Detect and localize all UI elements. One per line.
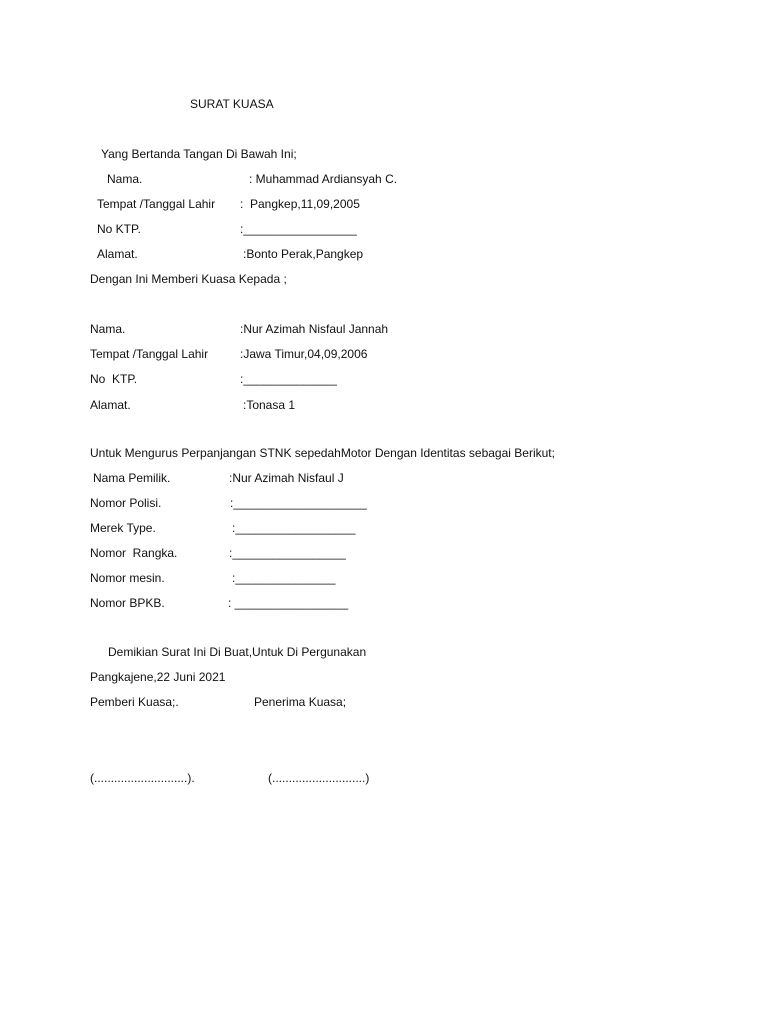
document-title: SURAT KUASA <box>190 97 274 111</box>
grantee-address-value: :Tonasa 1 <box>243 398 296 412</box>
grantor-signature-line: (............................). <box>90 771 195 785</box>
grantee-name-label: Nama. <box>90 322 126 336</box>
closing-text: Demikian Surat Ini Di Buat,Untuk Di Pergunakan <box>108 645 367 659</box>
place-date: Pangkajene,22 Juni 2021 <box>90 670 226 684</box>
grantee-ktp-row <box>0 371 768 387</box>
vehicle-plate-value: :____________________ <box>230 496 367 510</box>
transfer-line: Dengan Ini Memberi Kuasa Kepada ; <box>90 272 287 286</box>
grantor-ktp-row <box>0 221 768 237</box>
grantor-birth-row <box>0 196 768 212</box>
intro-text: Yang Bertanda Tangan Di Bawah Ini; <box>101 147 297 161</box>
vehicle-plate-label: Nomor Polisi. <box>90 496 162 510</box>
purpose-text: Untuk Mengurus Perpanjangan STNK sepedahMotor Dengan Identitas sebagai Berikut; <box>90 446 555 460</box>
vehicle-frame-value: :_________________ <box>229 546 346 560</box>
signature-labels-row <box>0 694 768 710</box>
vehicle-owner-value: :Nur Azimah Nisfaul J <box>229 471 344 485</box>
grantee-ktp-value: :______________ <box>240 372 337 386</box>
vehicle-frame-label: Nomor Rangka. <box>90 546 178 560</box>
grantor-address-value: :Bonto Perak,Pangkep <box>243 247 364 261</box>
grantee-ktp-label: No KTP. <box>90 372 138 386</box>
grantee-name-row <box>0 321 768 337</box>
signature-lines-row <box>0 770 768 786</box>
vehicle-bpkb-label: Nomor BPKB. <box>90 596 165 610</box>
vehicle-bpkb-value: : _________________ <box>228 596 349 610</box>
grantor-signature-label: Pemberi Kuasa;. <box>90 695 179 709</box>
grantor-name-value: : Muhammad Ardiansyah C. <box>249 172 398 186</box>
vehicle-bpkb-row <box>0 595 768 611</box>
vehicle-owner-label: Nama Pemilik. <box>93 471 171 485</box>
grantor-name-row <box>0 171 768 187</box>
grantor-address-label: Alamat. <box>97 247 138 261</box>
grantee-birth-row <box>0 346 768 362</box>
grantee-signature-line: (............................) <box>268 771 370 785</box>
grantee-address-label: Alamat. <box>90 398 131 412</box>
grantee-birth-value: :Jawa Timur,04,09,2006 <box>240 347 368 361</box>
grantee-signature-label: Penerima Kuasa; <box>254 695 347 709</box>
grantor-ktp-label: No KTP. <box>97 222 141 236</box>
grantor-birth-value: : Pangkep,11,09,2005 <box>240 197 360 211</box>
vehicle-engine-row <box>0 570 768 586</box>
vehicle-engine-label: Nomor mesin. <box>90 571 165 585</box>
vehicle-brand-value: :__________________ <box>232 521 356 535</box>
vehicle-engine-value: :_______________ <box>232 571 336 585</box>
vehicle-owner-row <box>0 470 768 486</box>
vehicle-plate-row <box>0 495 768 511</box>
grantor-ktp-value: :_________________ <box>240 222 357 236</box>
grantor-birth-label: Tempat /Tanggal Lahir <box>97 197 216 211</box>
vehicle-brand-row <box>0 520 768 536</box>
vehicle-brand-label: Merek Type. <box>90 521 156 535</box>
grantee-birth-label: Tempat /Tanggal Lahir <box>90 347 209 361</box>
grantor-name-label: Nama. <box>107 172 143 186</box>
grantor-address-row <box>0 246 768 262</box>
grantee-name-value: :Nur Azimah Nisfaul Jannah <box>240 322 389 336</box>
vehicle-frame-row <box>0 545 768 561</box>
grantee-address-row <box>0 397 768 413</box>
